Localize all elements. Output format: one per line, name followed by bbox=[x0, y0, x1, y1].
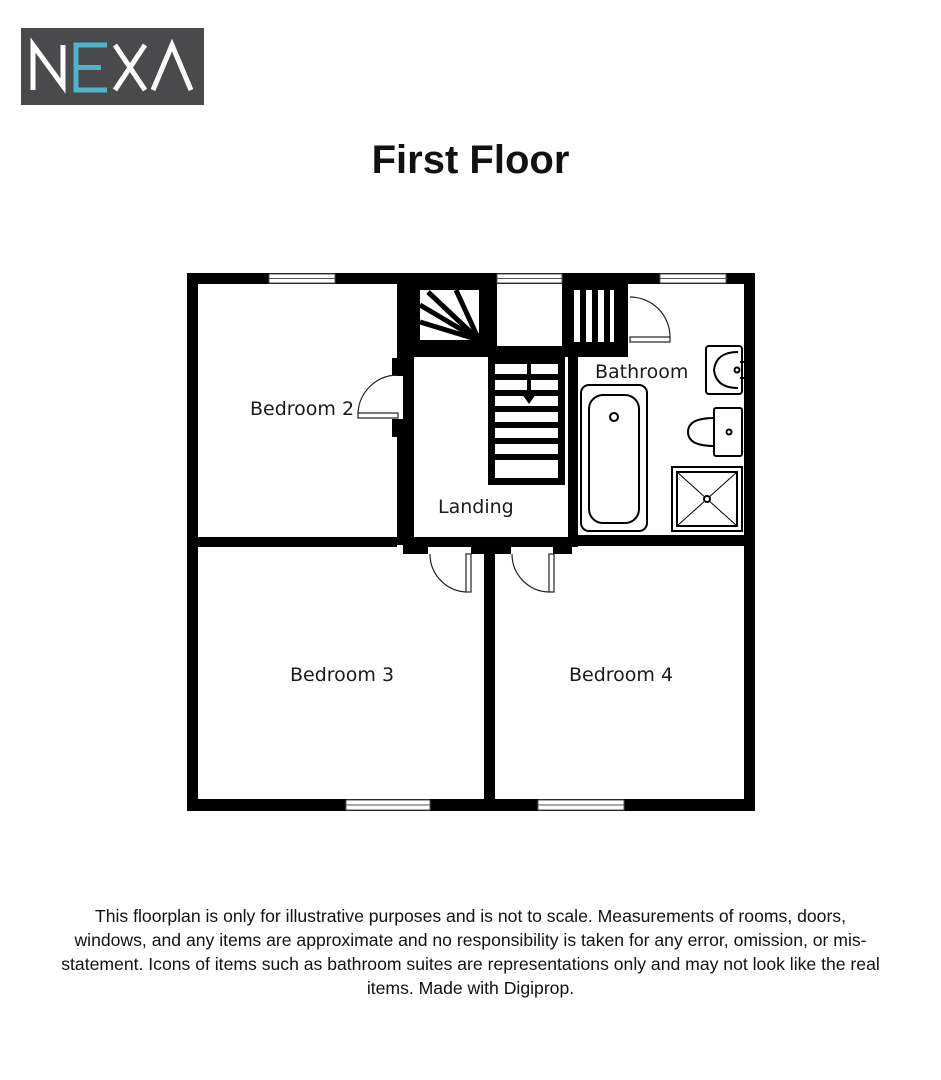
room-label-landing: Landing bbox=[438, 496, 514, 518]
winder-stairs bbox=[414, 284, 485, 346]
bathtub-icon bbox=[581, 385, 647, 531]
room-label-bedroom-3: Bedroom 3 bbox=[290, 664, 395, 686]
room-label-bathroom: Bathroom bbox=[595, 361, 689, 383]
disclaimer-text: This floorplan is only for illustrative purposes and is not to scale. Measurements of rooms, doors, windows, and any items are approximate and no responsibility is taken for any error, omission, or mis-statement. Icons of items such as bathroom suites are representations only and may not look like the real items. Made with Digiprop. bbox=[61, 906, 880, 998]
room-label-bedroom-2: Bedroom 2 bbox=[250, 398, 355, 420]
page-title: First Floor bbox=[371, 138, 570, 182]
toilet-icon bbox=[688, 408, 742, 456]
room-label-bedroom-4: Bedroom 4 bbox=[569, 664, 674, 686]
small-stairs bbox=[568, 284, 618, 346]
staircase bbox=[488, 357, 565, 485]
sink-icon bbox=[706, 346, 744, 394]
shower-tray-icon bbox=[672, 467, 742, 531]
